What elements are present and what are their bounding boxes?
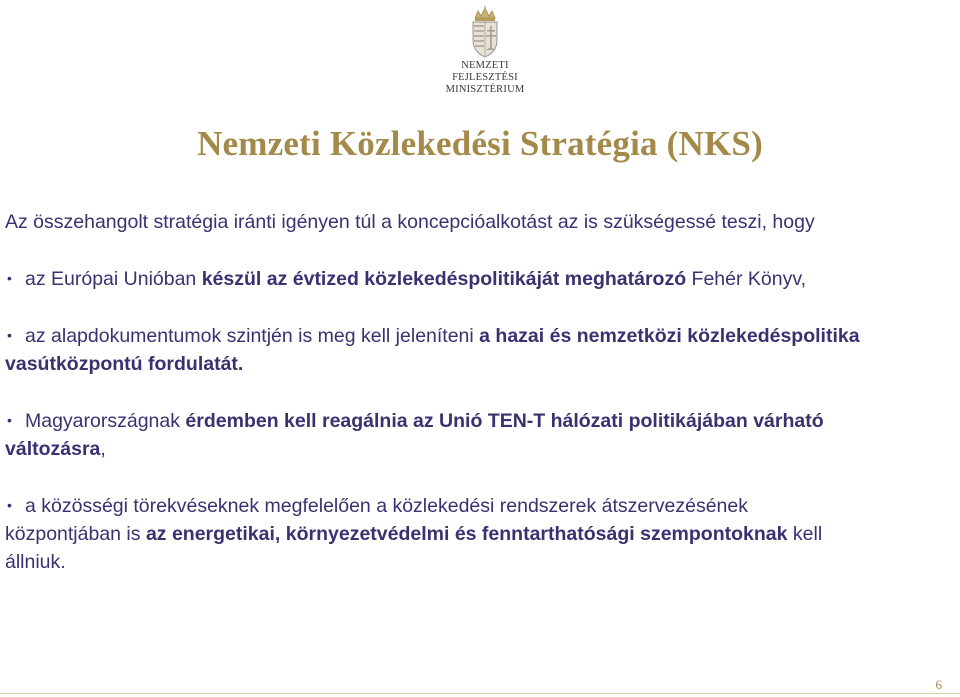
logo-line-2: MINISZTÉRIUM: [445, 84, 525, 95]
page-number: 6: [935, 677, 942, 692]
bullet-4-bold-1: az energetikai, környezetvédelmi és fenntarthatósági szempontoknak: [145, 523, 788, 545]
bullet-1-text-1: az Európai Unióban: [25, 268, 202, 290]
bullet-4-text-1: a közösségi törekvéseknek megfelelően a közlekedési rendszerek átszervezésének: [25, 495, 748, 517]
footer-divider: [0, 693, 960, 694]
bullet-3-bold-1: érdemben kell reagálnia az Unió TEN-T hálózati politikájában várható: [185, 410, 824, 432]
bullet-4-text-2: központjában is: [5, 523, 146, 545]
bullet-item-1: [5, 264, 955, 293]
bullet-item-2-cont: [5, 350, 955, 378]
slide-title: Nemzeti Közlekedési Stratégia (NKS): [197, 124, 763, 163]
bullet-2-bold-1: a hazai és nemzetközi közlekedéspolitika: [479, 325, 860, 347]
bullet-item-4-end: [5, 548, 955, 576]
ministry-logo: [430, 6, 540, 96]
bullet-4-text-3: kell: [787, 523, 823, 545]
slide-body: [5, 208, 955, 576]
bullet-item-4: [5, 491, 955, 520]
bullet-1-text-2: Fehér Könyv,: [686, 268, 807, 290]
bullet-2-text-1: az alapdokumentumok szintjén is meg kell jeleníteni: [25, 325, 480, 347]
bullet-3-text-1: Magyarországnak: [25, 410, 186, 432]
bullet-1-bold-1: készül az évtized közlekedéspolitikáját meghatározó: [201, 268, 687, 290]
bullet-item-4-cont: [5, 520, 955, 548]
bullet-3-text-2: ,: [100, 438, 106, 460]
bullet-item-2: [5, 321, 955, 350]
coat-of-arms-icon: [468, 6, 502, 58]
bullet-item-3-cont: [5, 435, 955, 463]
bullet-2-bold-2: vasútközpontú fordulatát.: [5, 353, 244, 375]
intro-text: Az összehangolt stratégia iránti igényen túl a koncepcióalkotást az is szükségessé teszi, hogy: [5, 211, 815, 233]
bullet-3-bold-2: változásra: [5, 438, 101, 460]
logo-line-1: NEMZETI FEJLESZTÉSI: [452, 60, 518, 83]
bullet-item-3: [5, 406, 955, 435]
bullet-4-text-4: állniuk.: [5, 551, 66, 573]
